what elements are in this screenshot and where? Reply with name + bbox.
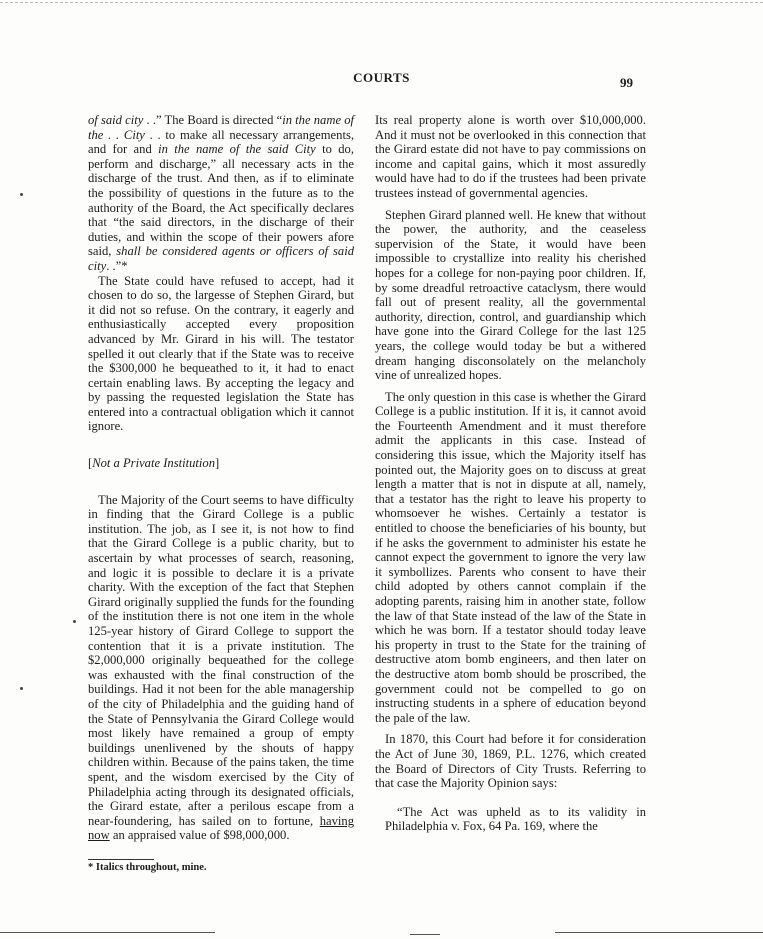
margin-mark	[20, 687, 23, 690]
margin-mark	[73, 620, 76, 623]
paragraph: In 1870, this Court had before it for consideration the Act of June 30, 1869, P.L. 1276, which created the Board of Directors of City Trusts. Referring to that case the Majority Opinion says:	[375, 732, 646, 791]
quoted-phrase: in the name of the said City	[158, 142, 316, 157]
footnote-rule	[88, 859, 154, 860]
block-quote: “The Act was upheld as to its validity in Philadelphia v. Fox, 64 Pa. 169, where the	[385, 804, 646, 834]
left-column	[88, 113, 354, 843]
footnote: * Italics throughout, mine.	[88, 862, 207, 873]
quoted-phrase: in the name of the . . City	[88, 113, 355, 142]
paragraph: The Majority of the Court seems to have difficulty in finding that the Girard College is a public institution. The job, as I see it, is not how to find that the Girard College is a public charity, but to ascertain by what processes of search, reasoning, and logic it is possible to declare it is a private charity. With the exception of the fact that Stephen Girard originally supplied the funds for the founding of the institution there is not one item in the whole 125-year history of Girard College to support the contention that it is a private institution. The $2,000,000 originally bequeathed for the college was exhausted with the final construction of the buildings. Had it not been for the able managership of the city of Philadelphia and the guiding hand of the State of Pennsylvania the Girard College would most likely have remained a group of empty buildings unenlivened by the shouts of happy children within. Because of the pains taken, the time spent, and the wisdom exercised by the City of Philadelphia acting through its designated officials, the Girard estate, after a perilous escape from a near-foundering, has sailed on to fortune, having now an appraised value of $98,000,000.	[88, 492, 354, 843]
paragraph: The only question in this case is whether the Girard College is a public institution. If it is, it cannot avoid the Fourteenth Amendment and it must therefore admit the applicants in this case. Instead of considering this issue, which the Majority itself has pointed out, the Majority goes on to discuss at great length a matter that is not in dispute at all, namely, that a testator has the right to leave his property to whomsoever he wishes. Certainly a testator is entitled to choose the beneficiaries of his bounty, but if he asks the government to administer his estate he cannot expect the government to ignore the very law it symbollizes. Parents who consent to have their child adopted by others cannot complain if the adopting parents, raising him in another state, follow the law of that State instead of the law of the State in which he was born. If a testator should today leave his property in trust to the State for the training of destructive atom bomb engineers, and then later on the destructive atom bomb should be proscribed, the government could not be compelled to go on instructing students in a sphere of education beyond the pale of the law.	[375, 389, 646, 725]
scan-bottom-edge	[555, 932, 763, 933]
quoted-phrase: shall be considered agents or officers of said city	[88, 244, 354, 273]
page-number: 99	[620, 75, 633, 90]
section-heading: [Not a Private Institution]	[88, 456, 220, 471]
margin-mark	[20, 193, 23, 196]
paragraph-continued: of said city . .” The Board is directed “in the name of the . . City . . to make all necessary arrangements, and for and in the name of the said City to do, perform and discharge,” all necessary acts in the discharge of the trust. And then, as if to eliminate the possibility of questions in the future as to the authority of the Board, the Act specifically declares that “the said directors, in the discharge of their duties, and within the scope of their powers afore said, shall be considered agents or officers of said city. .”*	[88, 113, 355, 273]
scan-bottom-edge	[0, 932, 215, 933]
scan-top-edge	[0, 2, 763, 3]
right-column	[375, 113, 646, 834]
scan-bottom-edge	[410, 934, 440, 935]
paragraph-continued: Its real property alone is worth over $10,000,000. And it must not be overlooked in this connection that the Girard estate did not have to pay commissions on income and capital gains, which it most assuredly would have had to do if the trustees had been private trustees instead of governmental agencies.	[375, 113, 646, 200]
running-head: COURTS	[353, 70, 410, 85]
quoted-phrase: of said city	[88, 113, 144, 127]
paragraph: The State could have refused to accept, had it chosen to do so, the largesse of Stephen Girard, but it did not so refuse. On the contrary, it eagerly and enthusiastically accepted every proposition advanced by Mr. Girard in his will. The testator spelled it out clearly that if the State was to receive the $300,000 he bequeathed to it, it had to enact certain enabling laws. By accepting the legacy and by passing the requested legislation the State has entered into a contractual obligation which it cannot ignore.	[88, 273, 354, 434]
paragraph: Stephen Girard planned well. He knew that without the power, the authority, and the ceaseless supervision of the State, it would have been impossible to crystallize into reality his cherished hopes for a college for non-paying poor children. If, by some dreadful retroactive cataclysm, there would fall out of present reality, all the governmental authority, direction, control, and guardianship which have gone into the Girard College for the last 125 years, the college would today be but a withered dream hanging disconsolately on the melancholy vine of unrealized hopes.	[375, 207, 646, 383]
